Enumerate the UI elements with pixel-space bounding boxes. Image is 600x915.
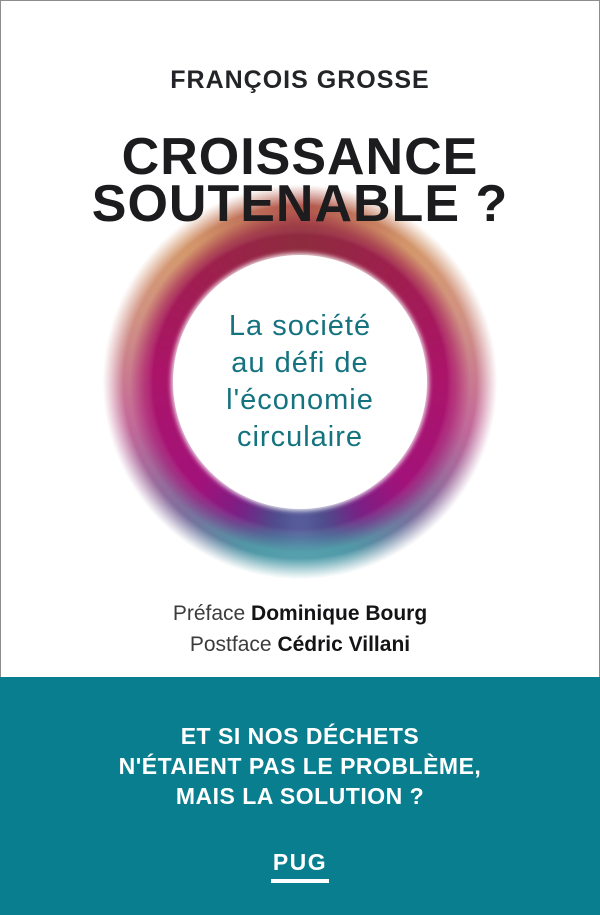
tagline-text: [0, 677, 600, 811]
postface-label: Postface: [189, 633, 272, 656]
subtitle-line: l'économie: [226, 384, 374, 416]
author-name: FRANÇOIS GROSSE: [170, 66, 430, 94]
preface-label: Préface: [172, 602, 246, 625]
subtitle-text: [226, 308, 374, 456]
title-line-2: SOUTENABLE ?: [91, 175, 509, 233]
subtitle-line: au défi de: [231, 347, 369, 379]
tagline-line: MAIS LA SOLUTION ?: [175, 783, 425, 809]
subtitle-line: circulaire: [236, 421, 363, 453]
postface-line: [0, 629, 600, 660]
title-line-1: CROISSANCE: [121, 128, 479, 186]
tagline-line: ET SI NOS DÉCHETS: [180, 723, 420, 749]
tagline-banner: [0, 677, 600, 915]
subtitle-circle: [173, 255, 427, 509]
circular-gradient-ring: [90, 172, 510, 592]
book-title: [0, 128, 600, 233]
credits: [0, 598, 600, 660]
publisher-logo-text: PUG: [271, 849, 329, 883]
postface-name: Cédric Villani: [277, 633, 411, 656]
publisher-logo: [0, 849, 600, 883]
subtitle-line: La société: [228, 310, 372, 342]
tagline-line: N'ÉTAIENT PAS LE PROBLÈME,: [118, 753, 482, 779]
preface-line: [0, 598, 600, 629]
preface-name: Dominique Bourg: [251, 602, 428, 625]
